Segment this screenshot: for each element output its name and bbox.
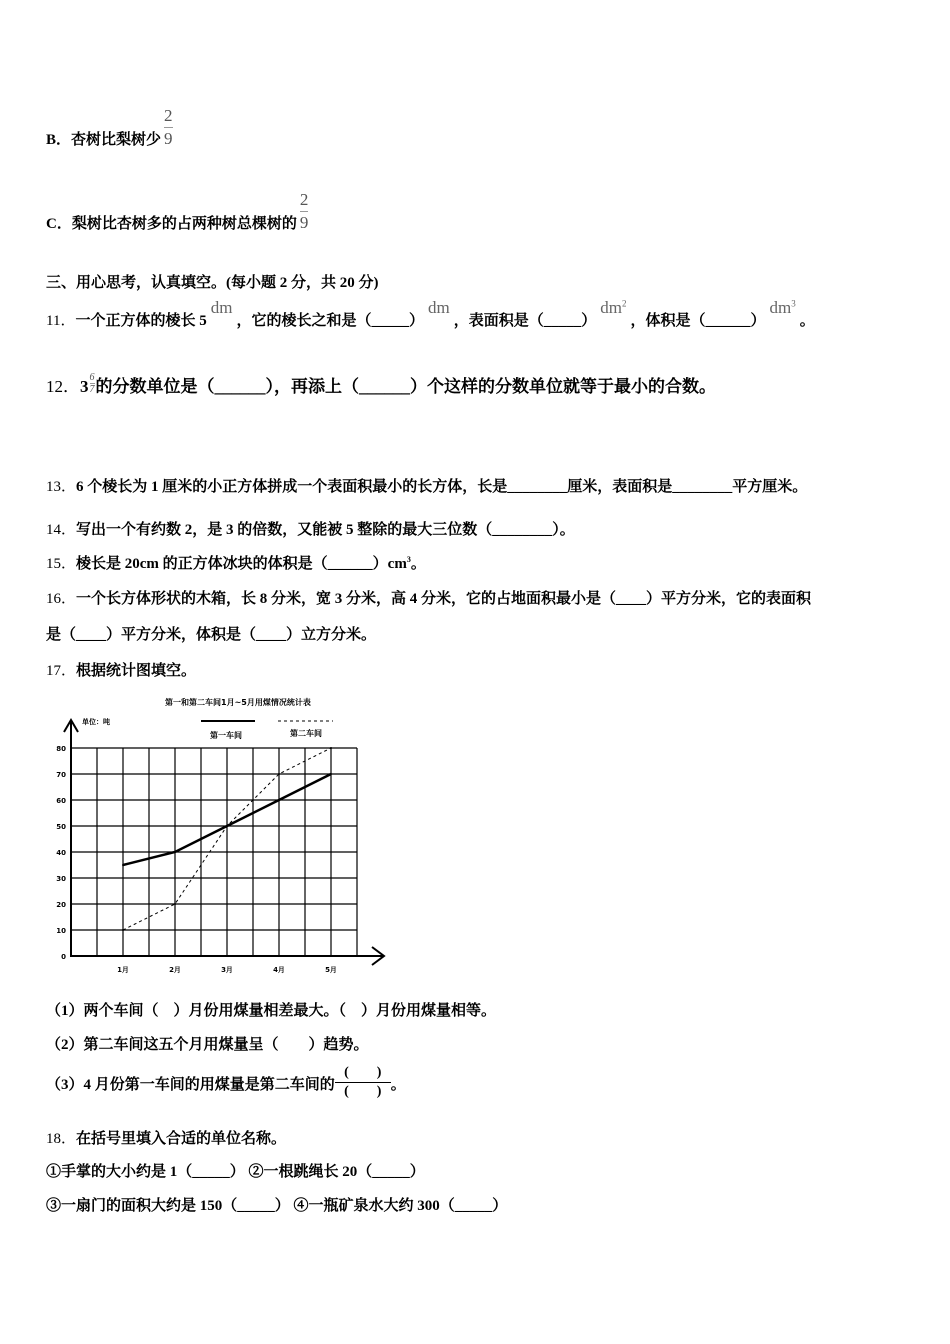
q17-sub-3 xyxy=(46,1064,406,1101)
question-18 xyxy=(46,1127,286,1148)
unit-text: dm xyxy=(600,298,622,317)
q17-sub-2: （2）第二车间这五个月用煤量呈（ ）趋势。 xyxy=(46,1037,369,1053)
q17-sub-1: （1）两个车间（ ）月份用煤量相差最大。（ ）月份用煤量相等。 xyxy=(46,1003,497,1019)
y-tick-label: 10 xyxy=(56,927,66,935)
data-point-series-1 xyxy=(330,773,332,775)
q11-text-3: ，表面积是（_____） xyxy=(453,313,597,329)
y-axis-ticks xyxy=(56,745,66,961)
mixed-number-whole: 3 xyxy=(80,377,89,396)
question-number: 16． xyxy=(46,591,77,607)
option-b-fraction xyxy=(164,106,173,149)
q17-sub-3-text: （3）4 月份第一车间的用煤量是第二车间的 xyxy=(46,1077,335,1093)
legend-label-series-1: 第一车间 xyxy=(210,731,242,740)
question-16-cont: 是（____）平方分米，体积是（____）立方分米。 xyxy=(46,627,377,643)
unit-exponent: 3 xyxy=(791,298,796,309)
y-tick-label: 60 xyxy=(56,797,66,805)
q13-text: 6 个棱长为 1 厘米的小正方体拼成一个表面积最小的长方体，长是________厘米，表面积是________平方厘米。 xyxy=(76,479,808,495)
data-point-series-2 xyxy=(226,825,228,827)
chart-grid xyxy=(71,748,357,956)
q15-exponent: 3 xyxy=(406,555,411,564)
x-tick-label: 2月 xyxy=(169,966,181,974)
y-tick-label: 50 xyxy=(56,823,66,831)
y-tick-label: 70 xyxy=(56,771,66,779)
fraction-denominator-blank[interactable]: ( ) xyxy=(344,1084,382,1099)
q12-text: 的分数单位是（______），再添上（______）个这样的分数单位就等于最小的合数。 xyxy=(95,377,716,396)
option-b xyxy=(46,106,173,149)
data-point-series-2 xyxy=(122,929,124,931)
y-tick-label: 80 xyxy=(56,745,66,753)
chart-title: 第一和第二车间1月~5月用煤情况统计表 xyxy=(165,698,311,707)
y-tick-label: 0 xyxy=(61,953,66,961)
question-number: 14． xyxy=(46,522,77,538)
legend-label-series-2: 第二车间 xyxy=(290,729,322,738)
unit-dm: dm xyxy=(427,298,450,317)
unit-text: dm xyxy=(769,298,792,317)
data-point-series-2 xyxy=(330,747,332,749)
unit-dm: dm xyxy=(210,298,233,317)
question-number: 12． xyxy=(46,377,80,396)
q18-text: 在括号里填入合适的单位名称。 xyxy=(76,1131,287,1147)
y-axis-arrow xyxy=(64,720,78,957)
question-number: 15． xyxy=(46,556,77,572)
q17-sub-3-end: 。 xyxy=(390,1077,406,1093)
unit-dm2 xyxy=(600,298,626,317)
question-17 xyxy=(46,659,196,680)
question-number: 13． xyxy=(46,479,77,495)
section-heading: 三、用心思考，认真填空。(每小题 2 分，共 20 分) xyxy=(46,275,379,291)
q11-text-5: 。 xyxy=(799,313,815,329)
fraction-numerator: 6 xyxy=(89,372,95,383)
fraction-denominator: 7 xyxy=(89,384,95,395)
q11-text-2: ，它的棱长之和是（_____） xyxy=(236,313,424,329)
question-number: 17． xyxy=(46,663,77,679)
y-tick-label: 20 xyxy=(56,901,66,909)
question-12 xyxy=(46,372,716,397)
x-tick-label: 1月 xyxy=(117,966,129,974)
data-point-series-1 xyxy=(122,864,124,866)
x-tick-label: 5月 xyxy=(325,966,337,974)
q17-answer-fraction xyxy=(335,1064,391,1101)
question-16 xyxy=(46,587,811,608)
unit-dm3 xyxy=(769,298,795,317)
fraction-denominator: 9 xyxy=(299,213,309,232)
data-point-series-1 xyxy=(174,851,176,853)
q12-fraction xyxy=(90,372,95,395)
q15-end: 。 xyxy=(410,556,426,572)
unit-exponent: 2 xyxy=(621,298,627,309)
question-number: 18． xyxy=(46,1131,77,1147)
q18-row-2: ③一扇门的面积大约是 150（_____） ④一瓶矿泉水大约 300（_____） xyxy=(46,1198,508,1214)
fraction-numerator: 2 xyxy=(164,106,173,125)
option-c-text: C．梨树比杏树多的占两种树总棵树的 xyxy=(46,216,297,232)
q16-text-line1: 一个长方体形状的木箱，长 8 分米，宽 3 分米，高 4 分米，它的占地面积最小是（____）平方分米，它的表面积 xyxy=(76,591,812,607)
chart-unit-label: 单位：吨 xyxy=(82,718,110,726)
fraction-numerator: 2 xyxy=(299,190,309,209)
data-point-series-1 xyxy=(278,799,280,801)
y-tick-label: 40 xyxy=(56,849,66,857)
question-number: 11． xyxy=(46,313,76,329)
y-tick-label: 30 xyxy=(56,875,66,883)
x-axis-ticks xyxy=(117,966,337,974)
q15-text: 棱长是 20cm 的正方体冰块的体积是（______）cm xyxy=(76,556,407,572)
question-14 xyxy=(46,518,575,539)
option-c xyxy=(46,190,308,233)
question-11 xyxy=(46,298,815,330)
question-15 xyxy=(46,552,426,573)
data-point-series-2 xyxy=(174,903,176,905)
fraction-numerator-blank[interactable]: ( ) xyxy=(344,1065,382,1080)
x-tick-label: 3月 xyxy=(221,966,233,974)
option-c-fraction xyxy=(300,190,309,233)
question-13 xyxy=(46,475,807,496)
q17-text: 根据统计图填空。 xyxy=(76,663,197,679)
q14-text: 写出一个有约数 2，是 3 的倍数，又能被 5 整除的最大三位数（________）。 xyxy=(76,522,575,538)
q11-text-1: 一个正方体的棱长 5 xyxy=(75,313,207,329)
q11-text-4: ，体积是（______） xyxy=(630,313,766,329)
x-tick-label: 4月 xyxy=(273,966,285,974)
data-point-series-2 xyxy=(278,773,280,775)
q18-row-1: ①手掌的大小约是 1（_____） ②一根跳绳长 20（_____） xyxy=(46,1164,425,1180)
coal-usage-line-chart xyxy=(40,690,400,980)
fraction-denominator: 9 xyxy=(164,129,173,148)
option-b-text: B．杏树比梨树少 xyxy=(46,132,162,148)
